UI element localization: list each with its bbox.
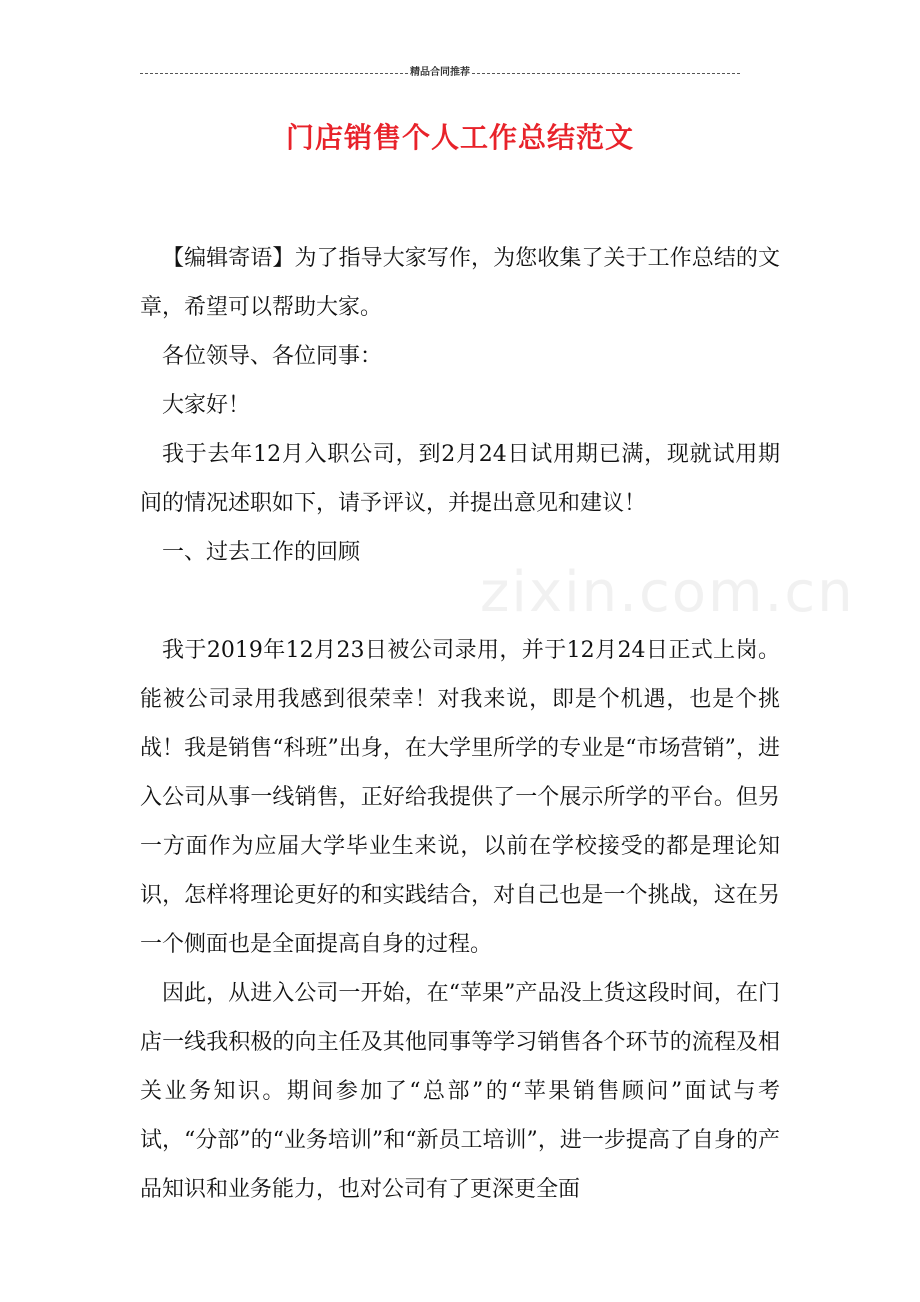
- paragraph-greeting: 大家好！: [162, 393, 251, 418]
- header-label: 精品合同推荐: [410, 67, 470, 78]
- page-header: [140, 66, 740, 80]
- document-body: [140, 234, 780, 1214]
- header-dash-right: [472, 73, 740, 74]
- document-title: 门店销售个人工作总结范文: [285, 121, 634, 154]
- paragraph-intro: 我于去年12月入职公司，到2月24日试用期已满，现就试用期间的情况述职如下，请予评议，并提出意见和建议！: [140, 442, 780, 516]
- watermark: zixin.com.cn: [480, 560, 855, 625]
- paragraph-salutation: 各位领导、各位同事：: [162, 344, 383, 369]
- paragraph-editor-note: 【编辑寄语】为了指导大家写作，为您收集了关于工作总结的文章，希望可以帮助大家。: [140, 246, 780, 320]
- header-dash-left: [140, 73, 408, 74]
- paragraph-body-2: 因此，从进入公司一开始，在“苹果”产品没上货这段时间，在门店一线我积极的向主任及其他同事等学习销售各个环节的流程及相关业务知识。期间参加了“总部”的“苹果销售顾问”面试与考试，“分部”的“业务培训”和“新员工培训”，进一步提高了自身的产品知识和业务能力，也对公司有了更深更全面: [140, 981, 780, 1202]
- section-heading: 一、过去工作的回顾: [162, 540, 361, 565]
- paragraph-body-1: 我于2019年12月23日被公司录用，并于12月24日正式上岗。能被公司录用我感到很荣幸！对我来说，即是个机遇，也是个挑战！我是销售“科班”出身，在大学里所学的专业是“市场营销”，进入公司从事一线销售，正好给我提供了一个展示所学的平台。但另一方面作为应届大学毕业生来说，以前在学校接受的都是理论知识，怎样将理论更好的和实践结合，对自己也是一个挑战，这在另一个侧面也是全面提高自身的过程。: [140, 638, 780, 957]
